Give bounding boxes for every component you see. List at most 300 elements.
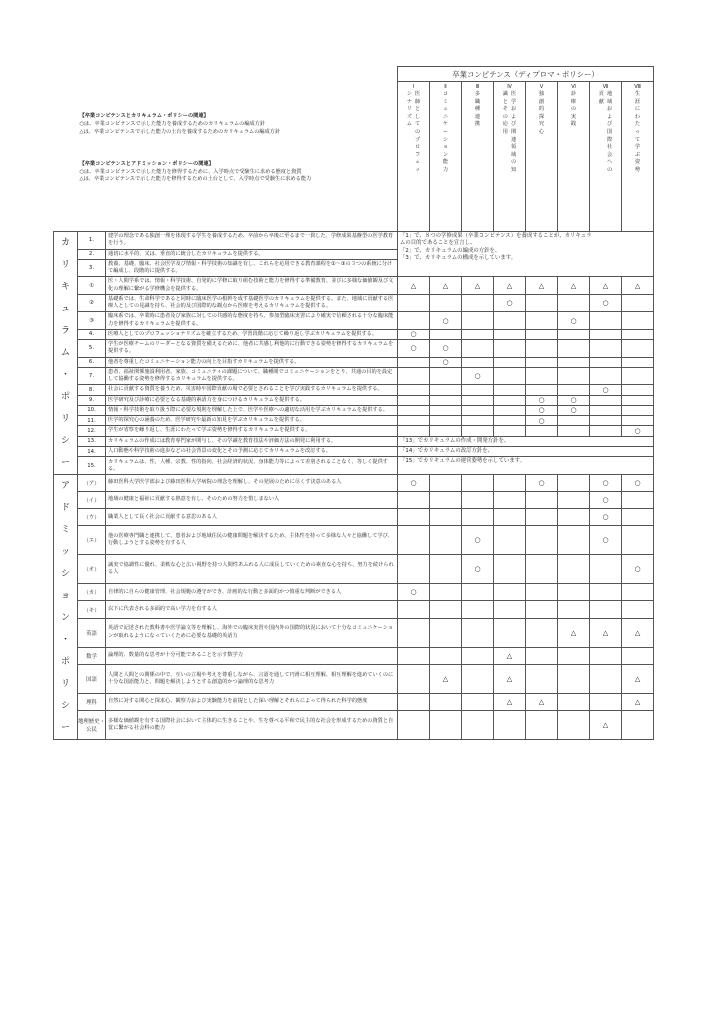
competence-name (462, 91, 493, 129)
policy-row (54, 492, 654, 509)
policy-row (54, 405, 654, 415)
policy-item-number: 10. (78, 405, 106, 415)
policy-item-number: 英語 (78, 618, 106, 647)
competence-mark: △ (590, 618, 622, 647)
policy-row (54, 584, 654, 601)
policy-item-text: カリキュラムの作成には教育専門家が関与し、その学識を教育技法や評価方法の開発に利用する。 (106, 436, 398, 446)
policy-note-line: 「13」でカリキュラムの作成・開発方針を、 (400, 437, 510, 444)
competence-name (526, 91, 557, 137)
competence-mark: △ (494, 647, 526, 664)
competence-mark (526, 312, 558, 330)
competence-mark (526, 385, 558, 395)
competence-name-column: シ ナ リ ズ ム (406, 91, 412, 128)
competence-mark: ○ (590, 475, 622, 492)
competence-mark (526, 664, 558, 693)
competence-mark (462, 618, 494, 647)
competence-numeral: Ⅷ (634, 84, 641, 90)
competence-mark (494, 329, 526, 339)
competence-mark (462, 340, 494, 358)
competence-name-column: 貢 献 (598, 91, 604, 105)
competence-mark (494, 584, 526, 601)
policy-row (54, 277, 654, 295)
competence-mark: △ (622, 277, 654, 295)
competence-mark (430, 492, 462, 509)
policy-item-text: 臨床系では、卒業時に患者及び家族に対しての共感的な態度を持ち、参加型臨床実習により確実で信頼される十分な臨床能力を修得するカリキュラムを提供する。 (106, 312, 398, 330)
competence-mark: ○ (462, 526, 494, 555)
admission-legend-circle: ○は、卒業コンピテンスで示した能力を修得するために、入学時点で受験生に求める態度と資質 (79, 168, 302, 175)
competence-mark (590, 584, 622, 601)
competence-mark: △ (558, 277, 590, 295)
policy-note-line: 「1」で、８つの学修成果（卒業コンピテンス）を養成することが、カリキュラ (400, 233, 592, 239)
competence-mark (590, 416, 622, 426)
competence-mark (526, 367, 558, 385)
competence-7 (590, 82, 622, 232)
competence-mark (398, 509, 430, 526)
policy-item-number: 9. (78, 395, 106, 405)
policy-item-number: 11. (78, 416, 106, 426)
policy-item-number: 13. (78, 436, 106, 446)
competence-mark: △ (462, 277, 494, 295)
competence-name (558, 91, 589, 129)
policy-item-number: 8. (78, 385, 106, 395)
competence-mark (558, 584, 590, 601)
competence-mark (430, 294, 462, 312)
competence-mark (430, 475, 462, 492)
competence-mark (462, 395, 494, 405)
policy-note (398, 446, 654, 456)
policy-item-text: 英語で記述された教科書や医学論文等を理解し、海外での臨床実習や国内外の国際的状況において十分なコミュニケーションが取れるようになっていくために必要な基礎的英語力 (106, 618, 398, 647)
competence-mark (494, 416, 526, 426)
competence-mark (590, 693, 622, 710)
competence-mark (398, 426, 430, 436)
legend-gap (80, 137, 398, 161)
policy-document (53, 66, 651, 740)
policy-item-number: （エ） (78, 526, 106, 555)
policy-row (54, 601, 654, 618)
competence-mark (430, 416, 462, 426)
competence-mark: ○ (430, 357, 462, 367)
competence-8 (622, 82, 654, 232)
competence-mark: ○ (590, 492, 622, 509)
policy-row (54, 693, 654, 710)
competence-mark (526, 357, 558, 367)
competence-mark (462, 312, 494, 330)
policy-row (54, 457, 654, 475)
competence-numeral: Ⅳ (507, 84, 512, 90)
policy-item-text: 学生が省察を繰り返し、生涯にわたって学ぶ姿勢を修得するカリキュラムを提供する。 (106, 426, 398, 436)
competence-mark (558, 367, 590, 385)
competence-mark (622, 647, 654, 664)
competence-mark (558, 340, 590, 358)
competence-2 (430, 82, 462, 232)
competence-mark: ○ (590, 526, 622, 555)
competence-mark (494, 367, 526, 385)
policy-row (54, 436, 654, 446)
competence-mark (494, 426, 526, 436)
competence-mark (430, 405, 462, 415)
competence-numeral: Ⅵ (571, 84, 576, 90)
competence-5 (526, 82, 558, 232)
policy-item-number: 1. (78, 232, 106, 250)
competence-1 (398, 82, 430, 232)
competence-mark (558, 475, 590, 492)
competence-mark (526, 618, 558, 647)
policy-item-text: 地域の健康と福祉に貢献する熱意を有し、そのための努力を惜しまない人 (106, 492, 398, 509)
competence-mark (398, 395, 430, 405)
competence-mark (526, 601, 558, 618)
competence-3 (462, 82, 494, 232)
competence-mark (622, 601, 654, 618)
competence-mark (558, 664, 590, 693)
competence-mark: △ (398, 277, 430, 295)
competence-mark (398, 601, 430, 618)
competence-mark (430, 367, 462, 385)
policy-item-number: （ア） (78, 475, 106, 492)
competence-mark (590, 405, 622, 415)
competence-mark (462, 329, 494, 339)
competence-mark (398, 492, 430, 509)
competence-mark (462, 294, 494, 312)
competence-mark: ○ (462, 367, 494, 385)
competence-mark (526, 584, 558, 601)
policy-item-number: ① (78, 277, 106, 295)
competence-mark (494, 385, 526, 395)
competence-name-column: 独 創 的 探 究 心 (538, 91, 545, 135)
competence-mark (398, 294, 430, 312)
competence-mark (462, 710, 494, 739)
policy-item-number: （イ） (78, 492, 106, 509)
policy-note (398, 436, 654, 446)
competence-mark (430, 618, 462, 647)
competence-numeral: Ⅱ (444, 84, 447, 90)
competence-mark (462, 416, 494, 426)
policy-row (54, 367, 654, 385)
policy-item-text: 藤田医科大学医学部および藤田医科大学病院の理念を理解し、その発展のために尽くす決意のある人 (106, 475, 398, 492)
competence-mark (590, 312, 622, 330)
competence-mark: ○ (622, 555, 654, 584)
curriculum-policy-label: カ リ キ ュ ラ ム ・ ポ リ シ ー (54, 232, 78, 475)
competence-mark: ○ (526, 395, 558, 405)
competence-mark (430, 584, 462, 601)
competence-mark: ○ (590, 385, 622, 395)
competence-mark (526, 555, 558, 584)
competence-numeral: Ⅰ (412, 84, 415, 90)
competence-mark (430, 693, 462, 710)
competence-numeral: Ⅴ (539, 84, 544, 90)
competence-mark (558, 385, 590, 395)
competence-mark (590, 664, 622, 693)
policy-item-text: 人口動態や科学技術の進歩などの社会背景の変化とその予測に応じてカリキュラムを改訂する。 (106, 446, 398, 456)
policy-item-text: 情報・科学技術を取り扱う際に必要な規則を理解した上で、医学や医療への適切な活用を学ぶカリキュラムを提供する。 (106, 405, 398, 415)
competence-6 (558, 82, 590, 232)
competence-name-column: 生 涯 に わ た っ て 学 ぶ 姿 勢 (634, 91, 641, 173)
competence-mark (558, 509, 590, 526)
competence-mark (462, 475, 494, 492)
competence-mark (430, 395, 462, 405)
policy-note-line: 「15」でカリキュラムの運営姿勢を示しています。 (400, 458, 525, 465)
competence-mark (494, 395, 526, 405)
competence-mark: ○ (526, 405, 558, 415)
competence-mark (398, 312, 430, 330)
policy-item-text: 医学研究及び診療に必要となる基礎的素語力を身につけるカリキュラムを提供する。 (106, 395, 398, 405)
competence-mark (558, 416, 590, 426)
competence-mark: ○ (590, 509, 622, 526)
competence-header-title: 卒業コンピテンス（ディプロマ・ポリシー） (398, 67, 654, 82)
competence-mark: △ (430, 277, 462, 295)
competence-mark (558, 601, 590, 618)
competence-mark (430, 385, 462, 395)
policy-item-number: ② (78, 294, 106, 312)
competence-mark (558, 329, 590, 339)
admission-legend-triangle: △は、卒業コンピテンスで示した能力を修得するための土台として、入学時点で受験生に求める能力 (79, 176, 312, 183)
policy-row (54, 232, 654, 250)
competence-mark (494, 509, 526, 526)
policy-item-number: （ウ） (78, 509, 106, 526)
competence-mark (622, 405, 654, 415)
competence-mark (398, 710, 430, 739)
competence-mark (526, 509, 558, 526)
competence-mark (622, 395, 654, 405)
competence-mark: △ (558, 618, 590, 647)
policy-item-text: 多様な価値観を有する国際社会において主体的に生きることや、生を尊べる平和で民主的な社会を形成するための資質と自覚に繋がる社会科の能力 (106, 710, 398, 739)
policy-item-text: 論理的、数量的な思考が十分可能であることを示す数学力 (106, 647, 398, 664)
competence-mark (590, 329, 622, 339)
competence-mark (494, 357, 526, 367)
policy-row (54, 395, 654, 405)
competence-mark (558, 357, 590, 367)
competence-mark (622, 357, 654, 367)
competence-mark (430, 601, 462, 618)
policy-item-text: 学生が医療チームのリーダーとなる資質を備えるために、他者に共感し利他的に行動できる姿勢を修得するカリキュラムを提供する。 (106, 340, 398, 358)
policy-item-number: 4. (78, 329, 106, 339)
competence-mark: ○ (526, 416, 558, 426)
curriculum-legend-title: 【卒業コンピテンスとカリキュラム・ポリシーの関連】 (79, 113, 209, 120)
header-row (54, 67, 654, 82)
admission-policy-label: ア ド ミ ッ シ ョ ン ・ ポ リ シ ー (54, 475, 78, 740)
competence-mark: ○ (622, 475, 654, 492)
competence-mark (494, 475, 526, 492)
policy-row (54, 710, 654, 739)
competence-name-column: 識 と そ の 応 用 (502, 91, 508, 135)
policy-row (54, 555, 654, 584)
competence-mark: △ (430, 664, 462, 693)
competence-mark (590, 426, 622, 436)
competence-mark: △ (526, 277, 558, 295)
competence-mark (430, 647, 462, 664)
policy-item-number: 理科 (78, 693, 106, 710)
competence-mark: ○ (398, 340, 430, 358)
policy-item-text: 基礎系では、生命科学であると同時に臨床医学の根幹を成す基礎医学のカリキュラムを提供する。また、地域に貢献する医療人としての見識を持ち、社会的及び国際的な観点から医療を考えるカリキュラムを提供する。 (106, 294, 398, 312)
competence-mark (558, 555, 590, 584)
competence-mark (622, 385, 654, 395)
competence-mark (526, 329, 558, 339)
policy-note-line: 「14」でカリキュラムの改訂方針を、 (400, 447, 494, 454)
competence-mark (590, 555, 622, 584)
competence-mark (430, 329, 462, 339)
policy-item-text: 社会に貢献する資質を養うため、災害時や国際貢献の場で必要とされることを学び実践するカリキュラムを提供する。 (106, 385, 398, 395)
competence-mark: ○ (462, 555, 494, 584)
competence-mark (398, 647, 430, 664)
policy-item-number: 5. (78, 340, 106, 358)
competence-mark (558, 492, 590, 509)
policy-row (54, 475, 654, 492)
competence-mark: ○ (398, 329, 430, 339)
policy-note (398, 457, 654, 475)
competence-mark (462, 492, 494, 509)
competence-mark (558, 647, 590, 664)
competence-mark (622, 367, 654, 385)
curriculum-legend-triangle: △は、卒業コンピテンスで示した能力の土台を養成するためのカリキュラムの編成方針 (79, 128, 281, 135)
competence-mark (590, 340, 622, 358)
competence-numeral: Ⅶ (602, 84, 609, 90)
competence-mark (398, 693, 430, 710)
competence-mark: △ (526, 693, 558, 710)
competence-mark (430, 710, 462, 739)
competence-mark (430, 526, 462, 555)
competence-mark (462, 385, 494, 395)
competence-mark (526, 294, 558, 312)
policy-row (54, 446, 654, 456)
competence-mark (622, 340, 654, 358)
competence-mark (558, 710, 590, 739)
policy-row (54, 329, 654, 339)
competence-mark (494, 312, 526, 330)
policy-item-text: カリキュラムは、性、人種、宗教、性的指向、社会経済的状況、身体能力等によって差別されることなく、等しく提供する。 (106, 457, 398, 475)
policy-row (54, 294, 654, 312)
competence-mark (462, 426, 494, 436)
legend-block (54, 67, 398, 232)
competence-mark (558, 526, 590, 555)
competence-mark (622, 329, 654, 339)
competence-mark (590, 601, 622, 618)
competence-mark (622, 492, 654, 509)
competence-mark (494, 555, 526, 584)
competence-mark (558, 693, 590, 710)
policy-item-number: 7. (78, 367, 106, 385)
competence-name-column: 診 療 の 実 践 (570, 91, 577, 128)
policy-item-number: （カ） (78, 584, 106, 601)
competence-mark (398, 664, 430, 693)
policy-note-line: ムの目的であることを宣言し、 (400, 240, 476, 247)
competence-name-column: コ ミ ュ ニ ケ ー シ ョ ン 能 力 (442, 91, 449, 173)
competence-mark (590, 357, 622, 367)
policy-item-number: 地理歴史・公民 (78, 710, 106, 739)
policy-row (54, 618, 654, 647)
curriculum-legend-circle: ○は、卒業コンピテンスで示した能力を養成するためのカリキュラムの編成方針 (79, 121, 266, 128)
policy-item-number: （キ） (78, 601, 106, 618)
policy-note-line: 「2」で、カリキュラムの編成の方針を、 (400, 247, 501, 254)
competence-name-column: 医 師 と し て の プ ロ フ ェ ッ (415, 91, 421, 173)
competence-mark: ○ (622, 426, 654, 436)
competence-mark: ○ (558, 405, 590, 415)
policy-item-text: 教養、基礎、臨床、社会医学及び情報・科学技術の知識を有し、これらを応用できる教育課程を①～③の３つの系統に分けて編成し、段階的に提供する。 (106, 259, 398, 277)
policy-row (54, 385, 654, 395)
competence-mark (398, 526, 430, 555)
competence-mark (462, 601, 494, 618)
competence-mark (398, 416, 430, 426)
competence-mark (398, 367, 430, 385)
competence-mark (462, 357, 494, 367)
competence-mark: △ (622, 664, 654, 693)
policy-item-text: 他者を尊重したコミュニケーション能力の向上を目指すカリキュラムを提供する。 (106, 357, 398, 367)
competence-mark: △ (494, 693, 526, 710)
competence-name (398, 91, 429, 175)
policy-item-number: ③ (78, 312, 106, 330)
competence-mark (558, 294, 590, 312)
competence-mark (430, 555, 462, 584)
competence-mark (526, 340, 558, 358)
competence-mark (494, 526, 526, 555)
policy-item-text: 以下に代表される多面的で高い学力を有する人 (106, 601, 398, 618)
competence-mark (526, 710, 558, 739)
competence-mark: ○ (430, 312, 462, 330)
competence-mark (590, 395, 622, 405)
competence-mark: ○ (558, 395, 590, 405)
competence-name (590, 91, 621, 175)
competence-mark (622, 526, 654, 555)
competence-mark (526, 426, 558, 436)
competence-mark: ○ (430, 340, 462, 358)
policy-item-number: 2. (78, 249, 106, 259)
competence-mark (622, 509, 654, 526)
competence-mark (526, 647, 558, 664)
policy-row (54, 416, 654, 426)
competence-mark (462, 647, 494, 664)
competence-mark (622, 416, 654, 426)
policy-item-text: 人間と人間との関係の中で、互いの立場や考えを尊重しながら、言語を通して円滑に相互理解、相互理解を進めていくのに十分な国語能力と、問題を解決しようとする創造的かつ論理的な思考力 (106, 664, 398, 693)
policy-note (398, 232, 654, 277)
competence-mark (430, 426, 462, 436)
competence-mark (494, 492, 526, 509)
policy-row (54, 312, 654, 330)
competence-mark: ○ (526, 475, 558, 492)
policy-item-text: 建学の理念である独創一理を体現する学生を養成するため、卒前から卒後に至るまで一貫した、学修成果基盤型の医学教育を行う。 (106, 232, 398, 250)
competence-mark (462, 509, 494, 526)
competence-mark: ○ (398, 584, 430, 601)
competence-mark (462, 405, 494, 415)
competence-mark (494, 710, 526, 739)
competence-4 (494, 82, 526, 232)
policy-note-line: 「3」で、カリキュラムの構成を示しています。 (400, 255, 517, 262)
competence-mark (430, 509, 462, 526)
competence-mark: ○ (398, 475, 430, 492)
competence-numeral: Ⅲ (475, 84, 480, 90)
policy-item-text: 医療人としてのプロフェッショナリズムを確立するため、学習段階に応じて繰り返し学ぶカリキュラムを提供する。 (106, 329, 398, 339)
policy-row (54, 526, 654, 555)
competence-name-column: 多 職 種 連 携 (474, 91, 481, 128)
competence-name-column: 地 域 お よ び 国 際 社 会 へ の (607, 91, 613, 173)
competence-mark: △ (494, 664, 526, 693)
competence-mark (398, 555, 430, 584)
competence-mark (590, 367, 622, 385)
policy-item-number: 12. (78, 426, 106, 436)
competence-mark (526, 526, 558, 555)
policy-item-text: 誠実で協調性に優れ、柔軟な心と広い視野を持つ人間性あふれる人に成長していくための素直な心を持ち、努力を続けられる人 (106, 555, 398, 584)
policy-item-number: 15. (78, 457, 106, 475)
competence-mark (462, 584, 494, 601)
competence-mark (494, 601, 526, 618)
competence-mark (622, 584, 654, 601)
competence-mark: △ (590, 277, 622, 295)
policy-item-number: 14. (78, 446, 106, 456)
policy-item-number: 3. (78, 259, 106, 277)
policy-row (54, 509, 654, 526)
competence-name (430, 91, 461, 175)
competence-mark (622, 294, 654, 312)
policy-row (54, 357, 654, 367)
admission-legend-title: 【卒業コンピテンスとアドミッション・ポリシーの関連】 (79, 160, 214, 167)
policy-item-text: 医・人間学系では、情報・科学技術、自発的に学修に取り組む技術と能力を修得する準備教育、並びに多様な価値観及び文化の理解に繋がる学修機会を提供する。 (106, 277, 398, 295)
